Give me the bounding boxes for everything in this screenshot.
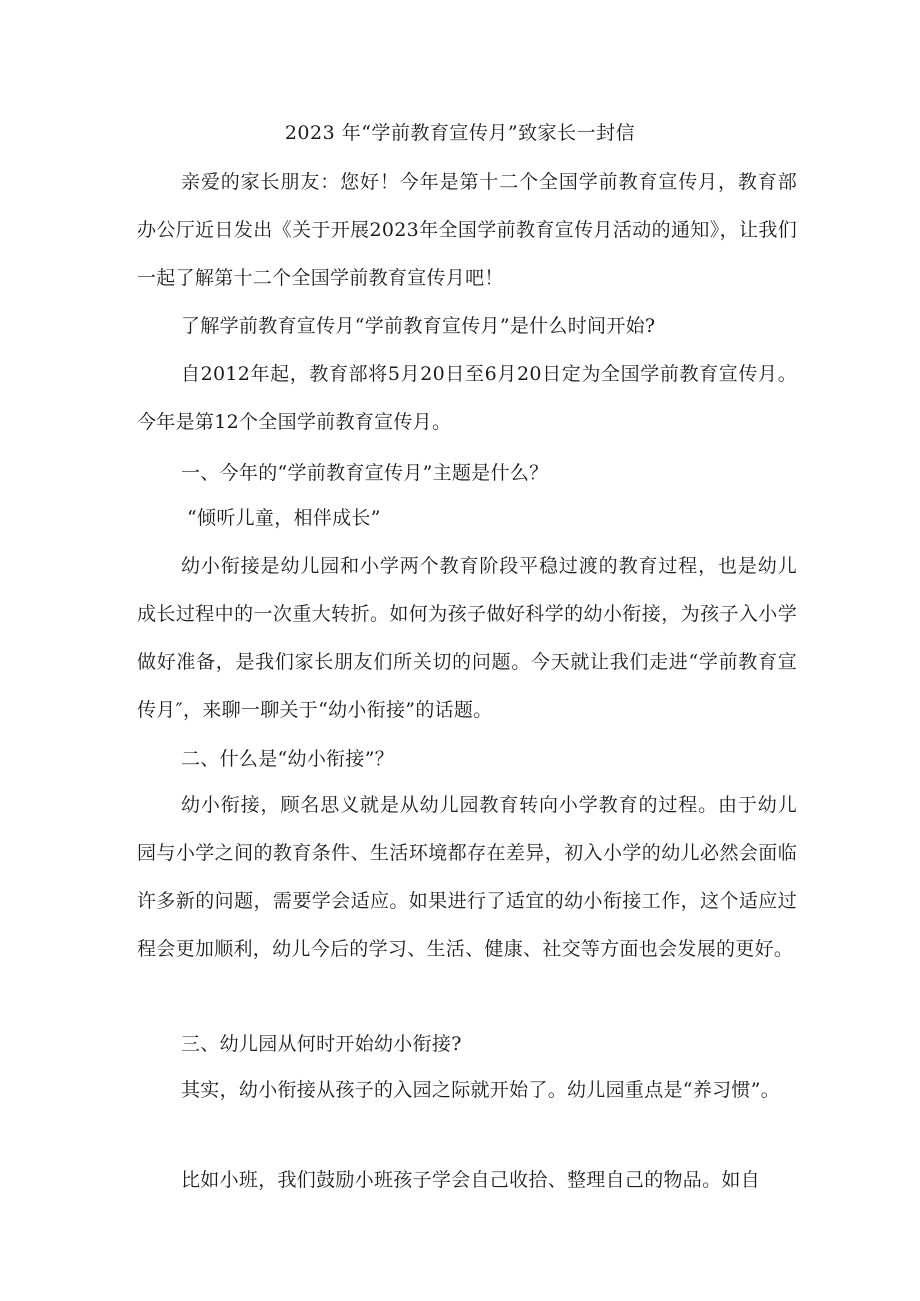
- document-title: 2023 年“学前教育宣传月”致家长一封信: [284, 122, 636, 144]
- heading-when-start: 三、幼儿园从何时开始幼小衔接?: [181, 1033, 462, 1055]
- heading-what-is: 二、什么是“幼小衔接”？: [181, 748, 395, 770]
- theme-quote: “倾听儿童，相伴成长”: [187, 507, 381, 529]
- heading-theme: 一、今年的“学前教育宣传月”主题是什么？: [181, 462, 549, 484]
- paragraph-since-2012: 自2012年起，教育部将5月20日至6月20日定为全国学前教育宣传月。今年是第12个全国学前教育宣传月。: [137, 363, 797, 433]
- paragraph-habits: 其实，幼小衔接从孩子的入园之际就开始了。幼儿园重点是“养习惯”。: [181, 1079, 781, 1101]
- paragraph-question-time: 了解学前教育宣传月“学前教育宣传月”是什么时间开始?: [181, 315, 656, 337]
- paragraph-transition-intro: 幼小衔接是幼儿园和小学两个教育阶段平稳过渡的教育过程，也是幼儿成长过程中的一次重大转折。如何为孩子做好科学的幼小衔接，为孩子入小学做好准备，是我们家长朋友们所关切的问题。今天就让我们走进“学前教育宣传月″，来聊一聊关于“幼小衔接”的话题。: [137, 555, 797, 721]
- paragraph-small-class: 比如小班，我们鼓励小班孩子学会自己收拾、整理自己的物品。如自: [181, 1169, 761, 1191]
- paragraph-definition: 幼小衔接，顾名思义就是从幼儿园教育转向小学教育的过程。由于幼儿园与小学之间的教育条件、生活环境都存在差异，初入小学的幼儿必然会面临许多新的问题，需要学会适应。如果进行了适宜的幼小衔接工作，这个适应过程会更加顺利，幼儿今后的学习、生活、健康、社交等方面也会发展的更好。: [137, 794, 797, 960]
- paragraph-greeting: 亲爱的家长朋友：您好！今年是第十二个全国学前教育宣传月，教育部办公厅近日发出《关于开展2023年全国学前教育宣传月活动的通知》，让我们一起了解第十二个全国学前教育宣传月吧！: [137, 171, 797, 289]
